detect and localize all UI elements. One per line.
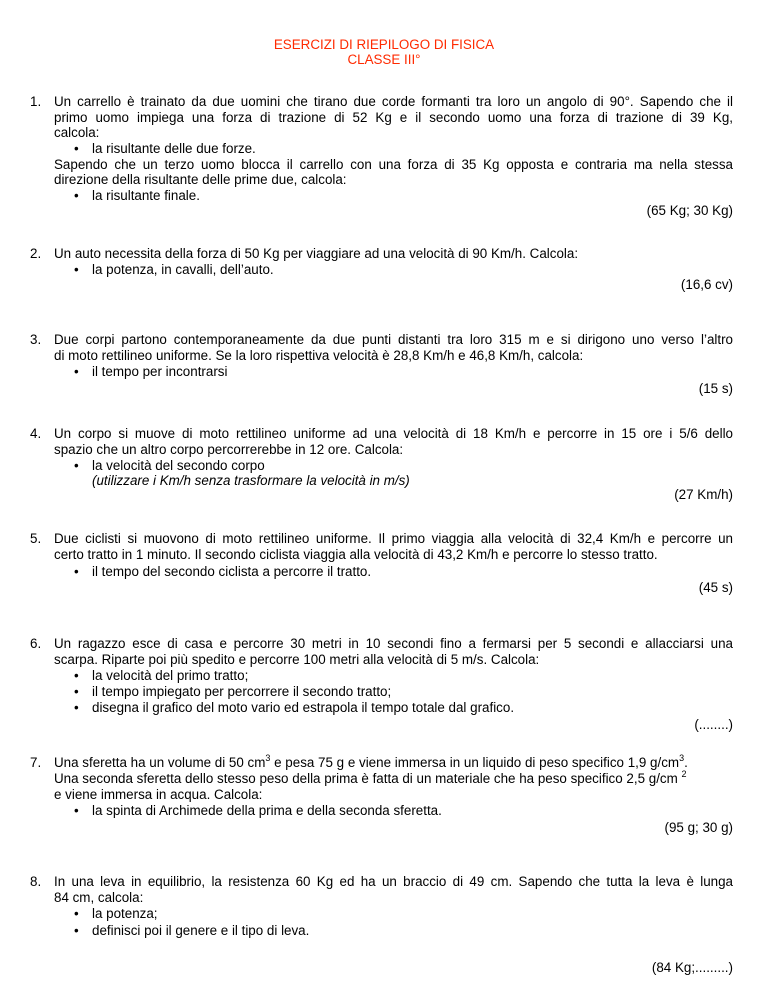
bullet-icon: • [74, 188, 79, 203]
exercise-bullet-text: la risultante finale. [92, 188, 200, 203]
exercise-answer: (65 Kg; 30 Kg) [646, 203, 733, 218]
exercise-text-line: Due corpi partono contemporaneamente da due punti distanti tra loro 315 m e si dirigono uno verso l’altro [54, 332, 733, 347]
exercise-text-line: Un auto necessita della forza di 50 Kg per viaggiare ad una velocità di 90 Km/h. Calcola: [54, 246, 579, 261]
exercise-text-line: spazio che un altro corpo percorrerebbe in 12 ore. Calcola: [54, 442, 404, 457]
exercise-answer: (45 s) [698, 580, 733, 595]
exercise-text-line: calcola: [54, 125, 100, 140]
exercise-answer: (15 s) [698, 381, 733, 396]
exercise-text-line: di moto rettilineo uniforme. Se la loro rispettiva velocità è 28,8 Km/h e 46,8 Km/h, calcola: [54, 348, 584, 363]
exercise-answer: (27 Km/h) [674, 487, 733, 502]
bullet-icon: • [74, 141, 79, 156]
exercise-number: 6. [30, 636, 42, 651]
bullet-icon: • [74, 364, 79, 379]
bullet-icon: • [74, 564, 79, 579]
exercise-number: 7. [30, 755, 42, 770]
page-title: ESERCIZI DI RIEPILOGO DI FISICA [273, 37, 495, 52]
bullet-icon: • [74, 803, 79, 818]
exercise-number: 8. [30, 874, 42, 889]
exercise-answer: (95 g; 30 g) [664, 820, 733, 835]
exercise-text-line: primo uomo impiega una forza di trazione di 52 Kg e il secondo uomo una forza di trazione di 39 Kg, [54, 110, 733, 125]
exercise-answer: (16,6 cv) [680, 277, 733, 292]
exercise-bullet-text: il tempo per incontrarsi [92, 364, 228, 379]
exercise-text-line: Due ciclisti si muovono di moto rettilineo uniforme. Il primo viaggia alla velocità di 32,4 Km/h e percorre un [54, 531, 733, 546]
exercise-answer: (84 Kg;.........) [651, 960, 733, 975]
exercise-number: 3. [30, 332, 42, 347]
exercise-text-line: e viene immersa in acqua. Calcola: [54, 787, 263, 802]
bullet-icon: • [74, 262, 79, 277]
bullet-icon: • [74, 668, 79, 683]
exercise-text-line: Una seconda sferetta dello stesso peso della prima è fatta di un materiale che ha peso specifico 2,5 g/cm $^2$ [54, 769, 687, 786]
exercise-number: 2. [30, 246, 42, 261]
exercise-text-line: Un corpo si muove di moto rettilineo uniforme ad una velocità di 18 Km/h e percorre in 15 ore i 5/6 dello [54, 426, 733, 441]
exercise-text-line: Sapendo che un terzo uomo blocca il carrello con una forza di 35 Kg opposta e contraria ma nella stessa [54, 157, 733, 172]
bullet-icon: • [74, 923, 79, 938]
bullet-icon: • [74, 906, 79, 921]
exercise-text-line: Un ragazzo esce di casa e percorre 30 metri in 10 secondi fino a fermarsi per 5 secondi e allacciarsi una [54, 636, 733, 651]
exercise-bullet-text: il tempo del secondo ciclista a percorre il tratto. [92, 564, 372, 579]
page-subtitle: CLASSE III° [347, 52, 421, 67]
exercise-bullet-text: la potenza; [92, 906, 158, 921]
exercise-bullet-text: la spinta di Archimede della prima e della seconda sferetta. [92, 803, 442, 818]
bullet-icon: • [74, 684, 79, 699]
exercise-number: 4. [30, 426, 42, 441]
bullet-icon: • [74, 458, 79, 473]
bullet-icon: • [74, 700, 79, 715]
exercise-answer: (........) [694, 717, 733, 732]
exercise-text-line: Un carrello è trainato da due uomini che tirano due corde formanti tra loro un angolo di 90°. Sapendo che il [54, 94, 733, 109]
exercise-bullet-text: la risultante delle due forze. [92, 141, 256, 156]
exercise-bullet-text: disegna il grafico del moto vario ed estrapola il tempo totale dal grafico. [92, 700, 515, 715]
exercise-number: 1. [30, 94, 42, 109]
exercise-bullet-text: la velocità del primo tratto; [92, 668, 249, 683]
exercise-bullet-text: la potenza, in cavalli, dell’auto. [92, 262, 274, 277]
exercise-text-line: Una sferetta ha un volume di 50 $cm^3$ e pesa 75 g e viene immersa in un liquido di peso specifico 1,9 $g/cm^3$. [54, 753, 688, 770]
exercise-bullet-text: la velocità del secondo corpo [92, 458, 265, 473]
exercise-text-line: scarpa. Riparte poi più spedito e percorre 100 metri alla velocità di 5 m/s. Calcola: [54, 652, 540, 667]
exercise-number: 5. [30, 531, 42, 546]
exercise-text-line: direzione della risultante delle prime due, calcola: [54, 172, 347, 187]
exercise-text-line: In una leva in equilibrio, la resistenza 60 Kg ed ha un braccio di 49 cm. Sapendo che tutta la leva è lunga [54, 874, 733, 889]
exercise-bullet-text: definisci poi il genere e il tipo di leva. [92, 923, 310, 938]
exercise-note: (utilizzare i Km/h senza trasformare la velocità in m/s) [92, 473, 410, 488]
exercise-text-line: certo tratto in 1 minuto. Il secondo ciclista viaggia alla velocità di 43,2 Km/h e percorre lo stesso tratto. [54, 547, 658, 562]
exercise-text-line: 84 cm, calcola: [54, 890, 144, 905]
exercise-bullet-text: il tempo impiegato per percorrere il secondo tratto; [92, 684, 392, 699]
